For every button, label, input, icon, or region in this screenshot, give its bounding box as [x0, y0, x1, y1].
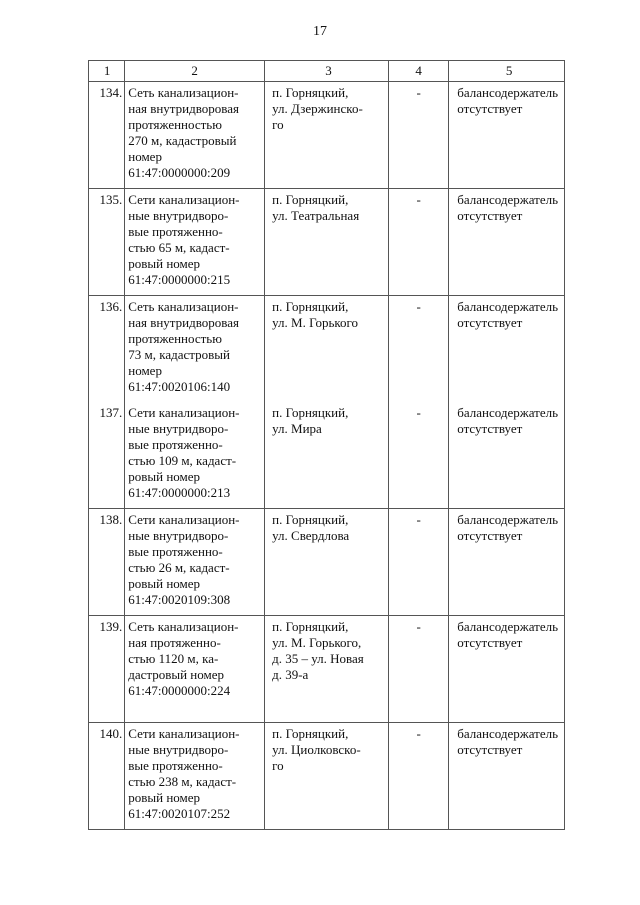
- balance-holder: балансодержатель отсутствует: [449, 402, 565, 509]
- object-address: п. Горняцкий, ул. Театральная: [265, 189, 389, 296]
- column-4-value: -: [388, 509, 448, 616]
- column-4-value: -: [388, 616, 448, 723]
- row-number: 140.: [89, 723, 125, 830]
- balance-holder: балансодержатель отсутствует: [449, 189, 565, 296]
- balance-holder: балансодержатель отсутствует: [449, 82, 565, 189]
- object-address: п. Горняцкий, ул. Дзержинско- го: [265, 82, 389, 189]
- table-row: [89, 723, 565, 830]
- column-4-value: -: [388, 189, 448, 296]
- column-header-4: 4: [388, 61, 448, 82]
- object-name: Сеть канализацион- ная протяженно- стью 1120 м, ка- дастровый номер 61:47:0000000:224: [125, 616, 265, 723]
- balance-holder: балансодержатель отсутствует: [449, 723, 565, 830]
- table-row: [89, 296, 565, 403]
- row-number: 138.: [89, 509, 125, 616]
- balance-holder: балансодержатель отсутствует: [449, 509, 565, 616]
- row-number: 139.: [89, 616, 125, 723]
- object-name: Сети канализацион- ные внутридворо- вые протяженно- стью 238 м, кадаст- ровый номер 61:47:0020107:252: [125, 723, 265, 830]
- object-name: Сеть канализацион- ная внутридворовая протяженностью 270 м, кадастровый номер 61:47:0000000:209: [125, 82, 265, 189]
- object-name: Сети канализацион- ные внутридворо- вые протяженно- стью 109 м, кадаст- ровый номер 61:47:0000000:213: [125, 402, 265, 509]
- object-address: п. Горняцкий, ул. Мира: [265, 402, 389, 509]
- column-header-3: 3: [265, 61, 389, 82]
- table-row: [89, 189, 565, 296]
- row-number: 135.: [89, 189, 125, 296]
- table-row: [89, 616, 565, 723]
- column-4-value: -: [388, 296, 448, 403]
- object-name: Сеть канализацион- ная внутридворовая протяженностью 73 м, кадастровый номер 61:47:0020106:140: [125, 296, 265, 403]
- column-header-2: 2: [125, 61, 265, 82]
- row-number: 137.: [89, 402, 125, 509]
- table-row: [89, 402, 565, 509]
- registry-table: [88, 60, 565, 830]
- row-number: 134.: [89, 82, 125, 189]
- balance-holder: балансодержатель отсутствует: [449, 296, 565, 403]
- column-header-1: 1: [89, 61, 125, 82]
- object-address: п. Горняцкий, ул. М. Горького, д. 35 – ул. Новая д. 39-а: [265, 616, 389, 723]
- column-4-value: -: [388, 82, 448, 189]
- column-header-5: 5: [449, 61, 565, 82]
- table-row: [89, 509, 565, 616]
- object-name: Сети канализацион- ные внутридворо- вые протяженно- стью 26 м, кадаст- ровый номер 61:47:0020109:308: [125, 509, 265, 616]
- column-4-value: -: [388, 723, 448, 830]
- balance-holder: балансодержатель отсутствует: [449, 616, 565, 723]
- table-header-row: [89, 61, 565, 82]
- row-number: 136.: [89, 296, 125, 403]
- table-row: [89, 82, 565, 189]
- object-address: п. Горняцкий, ул. Циолковско- го: [265, 723, 389, 830]
- object-name: Сети канализацион- ные внутридворо- вые протяженно- стью 65 м, кадаст- ровый номер 61:47:0000000:215: [125, 189, 265, 296]
- object-address: п. Горняцкий, ул. М. Горького: [265, 296, 389, 403]
- object-address: п. Горняцкий, ул. Свердлова: [265, 509, 389, 616]
- page-number: 17: [313, 24, 327, 39]
- column-4-value: -: [388, 402, 448, 509]
